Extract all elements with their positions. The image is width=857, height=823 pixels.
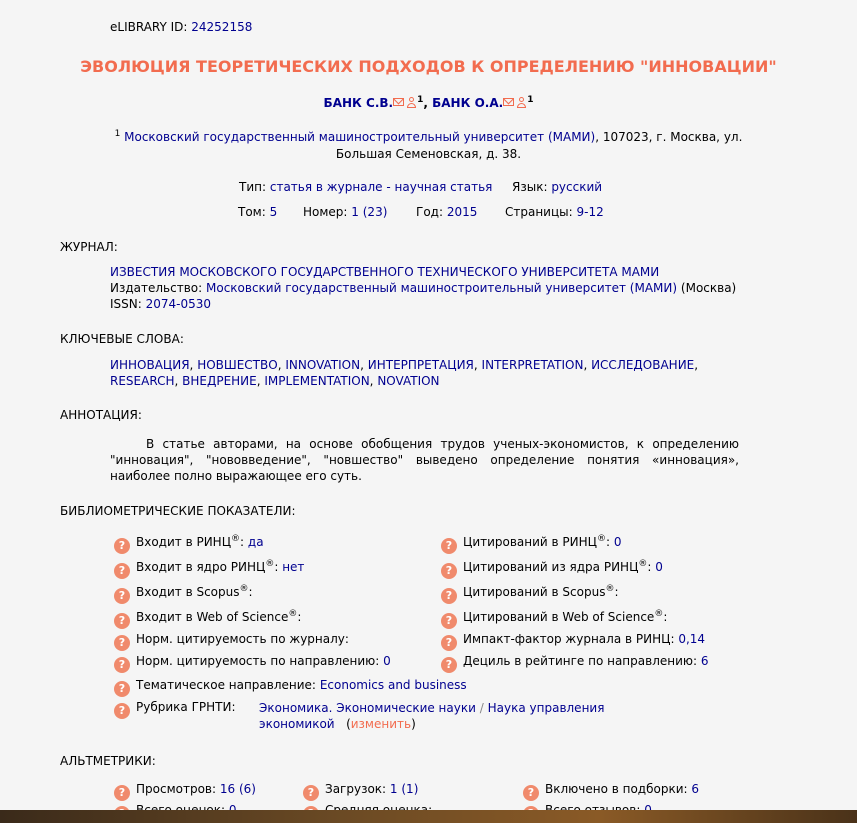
registered-sup: ® (288, 609, 298, 619)
biblio-sep: : (606, 535, 611, 549)
grnti-value-2-cont[interactable]: экономикой (259, 717, 335, 731)
article-title: ЭВОЛЮЦИЯ ТЕОРЕТИЧЕСКИХ ПОДХОДОВ К ОПРЕДЕЛЕНИЮ "ИННОВАЦИИ" (80, 57, 777, 76)
alt-views (114, 782, 256, 801)
keyword-link[interactable]: ИННОВАЦИЯ (110, 358, 190, 372)
alt-label: Загрузок: (325, 782, 387, 796)
grnti-slash: / (479, 701, 484, 715)
biblio-label: Дециль в рейтинге по направлению (463, 654, 693, 668)
question-icon[interactable]: ? (441, 563, 457, 579)
thematic-row (114, 678, 467, 697)
keyword-link[interactable]: NOVATION (377, 374, 440, 388)
grnti-paren-close: ) (411, 717, 416, 731)
alt-value[interactable]: 1 (1) (389, 782, 419, 796)
registered-sup: ® (265, 559, 275, 569)
biblio-heading: БИБЛИОМЕТРИЧЕСКИЕ ПОКАЗАТЕЛИ: (60, 504, 296, 518)
keyword-link[interactable]: IMPLEMENTATION (264, 374, 370, 388)
meta-type-row (239, 180, 492, 194)
alt-label: Просмотров: (136, 782, 217, 796)
keyword-link[interactable]: ВНЕДРЕНИЕ (182, 374, 257, 388)
question-icon[interactable]: ? (114, 563, 130, 579)
grnti-values (259, 700, 604, 732)
authors-line (0, 95, 857, 110)
grnti-value-2[interactable]: Наука управления (487, 701, 605, 715)
issue-label: Номер: (303, 205, 348, 219)
biblio-left-5 (114, 654, 391, 673)
biblio-left-0 (114, 534, 264, 554)
type-value[interactable]: статья в журнале - научная статья (269, 180, 493, 194)
annotation-heading: АННОТАЦИЯ: (60, 408, 142, 422)
biblio-label: Цитирований в Web of Science (463, 610, 655, 624)
question-icon[interactable]: ? (114, 588, 130, 604)
registered-sup: ® (654, 609, 664, 619)
keyword-link[interactable]: INTERPRETATION (481, 358, 584, 372)
question-icon[interactable]: ? (114, 703, 130, 719)
bottom-overlay-bar (0, 810, 857, 823)
publisher-city: (Москва) (680, 281, 737, 295)
keywords-block: ИННОВАЦИЯ, НОВШЕСТВО, INNOVATION, ИНТЕРПРЕТАЦИЯ, INTERPRETATION, ИССЛЕДОВАНИЕ, RESEARCH, ВНЕДРЕНИЕ, IMPLEMENTATION, NOVATION (110, 358, 699, 388)
keyword-link[interactable]: НОВШЕСТВО (197, 358, 278, 372)
lang-label: Язык: (512, 180, 548, 194)
affiliation-org-link[interactable]: Московский государственный машиностроительный университет (МАМИ) (124, 130, 596, 144)
journal-name-link[interactable]: ИЗВЕСТИЯ МОСКОВСКОГО ГОСУДАРСТВЕННОГО ТЕХНИЧЕСКОГО УНИВЕРСИТЕТА МАМИ (110, 265, 660, 279)
question-icon[interactable]: ? (114, 613, 130, 629)
record-id-label: eLIBRARY ID: (110, 20, 188, 34)
biblio-right-4 (441, 632, 705, 651)
question-icon[interactable]: ? (114, 785, 130, 801)
affiliation-address-2: Большая Семеновская, д. 38. (335, 147, 522, 161)
question-icon[interactable]: ? (114, 681, 130, 697)
biblio-right-5 (441, 654, 709, 673)
biblio-label: Входит в РИНЦ (136, 535, 232, 549)
thematic-label: Тематическое направление: (136, 678, 316, 692)
person-icon[interactable] (516, 97, 527, 108)
grnti-edit-link[interactable]: изменить (350, 717, 412, 731)
question-icon[interactable]: ? (523, 785, 539, 801)
journal-block (110, 264, 736, 312)
altmetrics-heading: АЛЬТМЕТРИКИ: (60, 754, 156, 768)
biblio-value[interactable]: 0 (613, 535, 622, 549)
authors-separator: , (423, 96, 428, 110)
issue-value[interactable]: 1 (23) (351, 205, 388, 219)
meta-year (416, 205, 477, 219)
alt-label: Включено в подборки: (545, 782, 688, 796)
biblio-value[interactable]: нет (282, 560, 305, 574)
grnti-row (114, 700, 236, 719)
year-value[interactable]: 2015 (446, 205, 478, 219)
biblio-left-4 (114, 632, 349, 651)
type-label: Тип: (239, 180, 267, 194)
year-label: Год: (416, 205, 443, 219)
biblio-right-0 (441, 534, 622, 554)
meta-pages (505, 205, 604, 219)
biblio-value[interactable]: 0 (383, 654, 391, 668)
biblio-label: Входит в Scopus (136, 585, 240, 599)
biblio-sep: : (663, 610, 668, 624)
biblio-sep: : (248, 585, 253, 599)
biblio-sep: : (647, 560, 652, 574)
annotation-text: В статье авторами, на основе обобщения трудов ученых-экономистов, к определению "инновация", "нововведение", "новшество" выведено определение понятия «инновация», наиболее полно выражающее его суть. (110, 437, 739, 483)
thematic-value[interactable]: Economics and business (319, 678, 467, 692)
question-icon[interactable]: ? (303, 785, 319, 801)
author-1-link[interactable]: БАНК С.В. (323, 96, 394, 110)
biblio-right-2 (441, 584, 619, 604)
meta-issue (303, 205, 387, 219)
biblio-value[interactable]: 6 (700, 654, 709, 668)
biblio-sep: : (274, 560, 279, 574)
keywords-heading: КЛЮЧЕВЫЕ СЛОВА: (60, 332, 184, 346)
question-icon[interactable]: ? (441, 538, 457, 554)
question-icon[interactable]: ? (441, 613, 457, 629)
author-2-link[interactable]: БАНК О.А. (432, 96, 504, 110)
biblio-right-1 (441, 559, 663, 579)
question-icon[interactable]: ? (441, 635, 457, 651)
biblio-sep: : (240, 535, 245, 549)
alt-value[interactable]: 16 (6) (219, 782, 256, 796)
biblio-label: Импакт-фактор журнала в РИНЦ (463, 632, 671, 646)
lang-value[interactable]: русский (551, 180, 603, 194)
grnti-value-1[interactable]: Экономика. Экономические науки (259, 701, 476, 715)
publisher-label: Издательство: (110, 281, 203, 295)
alt-collections (523, 782, 699, 801)
volume-label: Том: (238, 205, 266, 219)
pages-value[interactable]: 9-12 (576, 205, 604, 219)
question-icon[interactable]: ? (114, 657, 130, 673)
registered-sup: ® (605, 584, 615, 594)
keyword-link[interactable]: ИССЛЕДОВАНИЕ (591, 358, 695, 372)
biblio-value[interactable]: да (247, 535, 264, 549)
issn-label: ISSN: (110, 297, 142, 311)
registered-sup: ® (239, 584, 249, 594)
biblio-left-3 (114, 609, 301, 629)
alt-downloads (303, 782, 418, 801)
keyword-link[interactable]: RESEARCH (110, 374, 175, 388)
pages-label: Страницы: (505, 205, 573, 219)
meta-lang-row (512, 180, 602, 194)
envelope-icon[interactable] (503, 98, 514, 106)
grnti-label: Рубрика ГРНТИ: (136, 700, 236, 714)
record-id-value[interactable]: 24252158 (191, 20, 253, 34)
question-icon[interactable]: ? (441, 588, 457, 604)
question-icon[interactable]: ? (114, 538, 130, 554)
registered-sup: ® (597, 534, 606, 544)
person-icon[interactable] (406, 97, 417, 108)
biblio-label: Цитирований в РИНЦ (463, 535, 597, 549)
biblio-sep: : (670, 632, 675, 646)
record-id (110, 20, 252, 34)
biblio-sep: : (375, 654, 380, 668)
keyword-link[interactable]: INNOVATION (285, 358, 361, 372)
biblio-label: Норм. цитируемость по журналу (136, 632, 345, 646)
question-icon[interactable]: ? (441, 657, 457, 673)
biblio-left-1 (114, 559, 304, 579)
registered-sup: ® (638, 559, 648, 569)
publisher-link[interactable]: Московский государственный машиностроительный университет (МАМИ) (206, 281, 678, 295)
biblio-left-2 (114, 584, 253, 604)
journal-heading: ЖУРНАЛ: (60, 240, 118, 254)
biblio-label: Цитирований в Scopus (463, 585, 606, 599)
biblio-sep: : (344, 632, 349, 646)
biblio-sep: : (297, 610, 302, 624)
author-1-affiliation-sup: 1 (417, 95, 424, 105)
biblio-label: Цитирований из ядра РИНЦ (463, 560, 639, 574)
envelope-icon[interactable] (393, 98, 404, 106)
biblio-value[interactable]: 0 (655, 560, 663, 574)
issn-value[interactable]: 2074-0530 (145, 297, 212, 311)
registered-sup: ® (231, 534, 241, 544)
meta-volume (238, 205, 277, 219)
volume-value[interactable]: 5 (269, 205, 278, 219)
biblio-label: Норм. цитируемость по направлению (136, 654, 376, 668)
alt-value[interactable]: 6 (691, 782, 700, 796)
question-icon[interactable]: ? (114, 635, 130, 651)
biblio-sep: : (693, 654, 698, 668)
author-2-affiliation-sup: 1 (527, 95, 534, 105)
affiliation (0, 126, 857, 163)
affiliation-address: , 107023, г. Москва, ул. (595, 130, 743, 144)
biblio-right-3 (441, 609, 667, 629)
affiliation-sup: 1 (114, 129, 121, 139)
biblio-value[interactable]: 0,14 (678, 632, 706, 646)
biblio-label: Входит в ядро РИНЦ (136, 560, 266, 574)
grnti-paren-open: ( (346, 717, 351, 731)
biblio-label: Входит в Web of Science (136, 610, 289, 624)
biblio-sep: : (614, 585, 619, 599)
keyword-link[interactable]: ИНТЕРПРЕТАЦИЯ (367, 358, 474, 372)
